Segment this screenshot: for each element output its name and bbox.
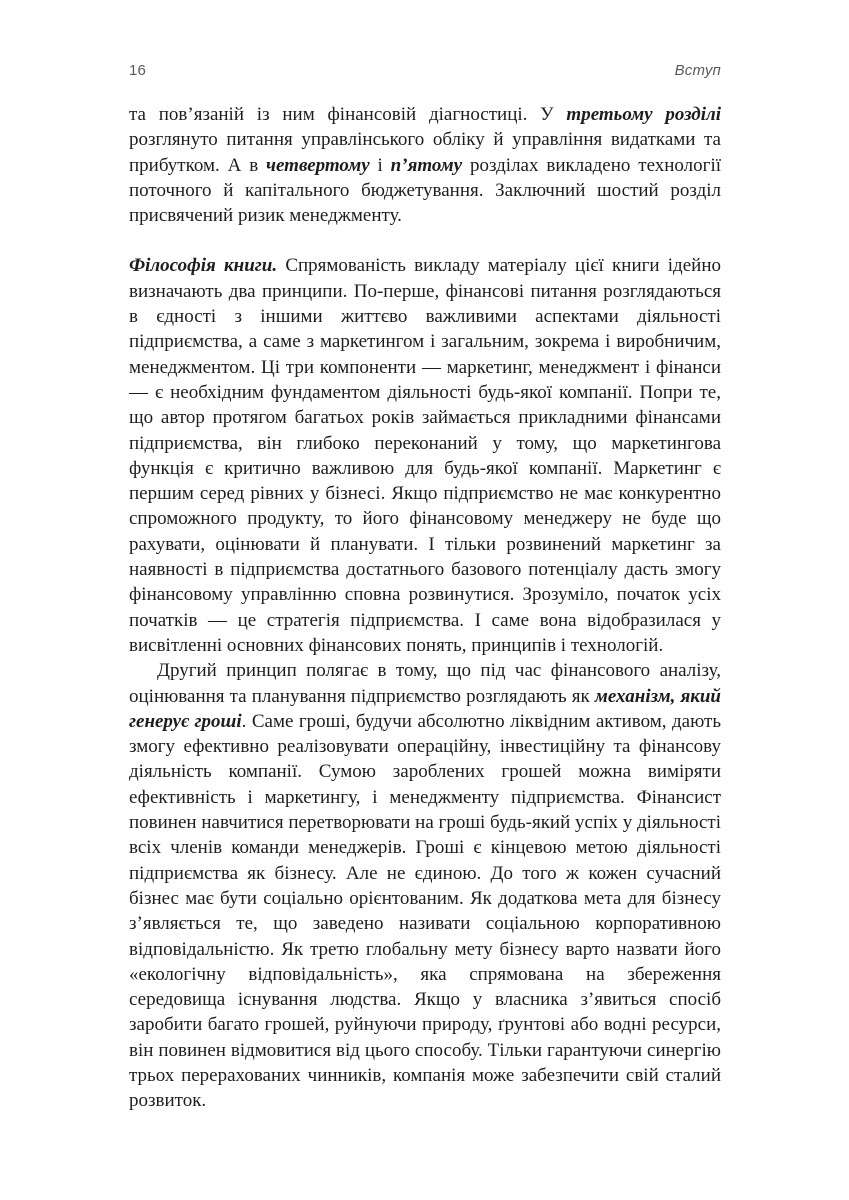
emphasis-text: четвертому <box>266 154 370 176</box>
text-segment: розділах викладено технології поточного й капітального бюджетування. Заключний шостий розділ присвячений ризик менеджменту. <box>129 154 721 227</box>
emphasis-text: Філософія книги. <box>129 255 278 277</box>
text-segment: Другий принцип полягає в тому, що під час фінансового аналізу, оцінювання та планування підприємство розглядають як <box>129 660 721 707</box>
emphasis-text: третьому розділі <box>566 104 721 125</box>
text-segment: та пов’язаній із ним фінансовій діагностиці. У <box>129 104 567 125</box>
running-title: Вступ <box>674 62 721 79</box>
paragraph <box>129 658 721 1113</box>
page-header <box>129 62 721 79</box>
emphasis-text: п’ятому <box>390 154 463 176</box>
text-segment: . Саме гроші, будучи абсолютно ліквідним активом, дають змогу ефективно реалізовувати операційну, інвестиційну та фінансову діяльність компанії. Сумою зароблених грошей можна виміряти ефективність і маркетингу, і менеджменту підприємства. Фінансист повинен навчитися перетворювати на гроші будь-який успіх у діяльності всіх членів команди менеджерів. Гроші є кінцевою метою діяльності підприємства як бізнесу. Але не єдиною. До того ж кожен сучасний бізнес має бути соціально орієнтованим. Як додаткова мета для бізнесу з’являється те, що заведено називати соціальною корпоративною відповідальністю. Як третю глобальну мету бізнесу варто назвати його «екологічну відповідальність», яка спрямована на збереження середовища існування людства. Якщо у власника з’явиться спосіб заробити багато грошей, руйнуючи природу, ґрунтові або водні ресурси, він повинен відмовитися від цього способу. Тільки гарантуючи синергію трьох перерахованих чинників, компанія може забезпечити свій сталий розвиток. <box>129 710 721 1112</box>
text-segment: Спрямованість викладу матеріалу цієї книги ідейно визначають два принципи. По-перше, фінансові питання розглядаються в єдності з іншими життєво важливими аспектами діяльності підприємства, а саме з маркетингом і загальним, зокрема і виробничим, менеджментом. Ці три компоненти — маркетинг, менеджмент і фінанси — є необхідним фундаментом діяльності будь-якої компанії. Попри те, що автор протягом багатьох років займається прикладними фінансами підприємства, він глибоко переконаний у тому, що маркетингова функція є критично важливою для будь-якої компанії. Маркетинг є першим серед рівних у бізнесі. Якщо підприємство не має конкурентно спроможного продукту, то його фінансовому менеджеру не буде що рахувати, оцінювати й планувати. І тільки розвинений маркетинг за наявності в підприємства достатнього базового потенціалу дасть змогу фінансовому управлінню сповна розвинутися. Зрозуміло, початок усіх початків — це стратегія підприємства. І саме вона відобразилася у висвітленні основних фінансових понять, принципів і технологій. <box>129 255 721 656</box>
paragraph <box>129 253 721 658</box>
text-segment: і <box>369 154 391 176</box>
page-number: 16 <box>129 62 147 79</box>
text-segment: розглянуто питання управлінського обліку й управління видатками та прибутком. А в <box>129 129 721 176</box>
page-body <box>129 102 721 1114</box>
paragraph <box>129 102 721 228</box>
emphasis-text: механізм, який генерує гроші <box>129 685 721 732</box>
